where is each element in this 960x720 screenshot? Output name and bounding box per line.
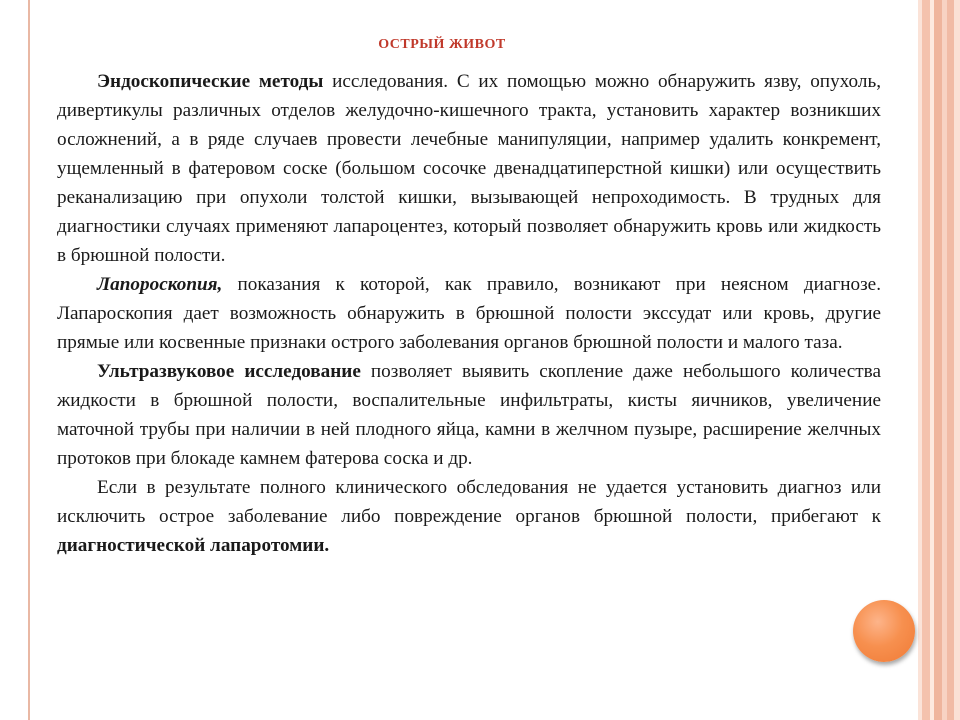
slide-title: ОСТРЫЙ ЖИВОТ bbox=[378, 37, 506, 52]
term-laparotomy: диагностической лапаротомии. bbox=[57, 535, 330, 556]
decorative-stripes bbox=[918, 0, 960, 720]
term-ultrasound: Ультразвуковое исследование bbox=[97, 361, 361, 382]
paragraph-ultrasound bbox=[57, 357, 881, 473]
orange-circle-icon bbox=[853, 600, 915, 662]
left-border-line bbox=[28, 0, 30, 720]
paragraph-text: позволяет выявить скопление даже небольшого количества жидкости в брюшной полости, воспалительные инфильтраты, кисты яичников, увеличение маточной трубы при наличии в ней плодного яйца, камни в желчном пузыре, расширение желчных протоков при блокаде камнем фатерова соска и др. bbox=[57, 361, 882, 469]
slide-body bbox=[57, 67, 881, 560]
stripe bbox=[922, 0, 930, 720]
paragraph-laparotomy bbox=[57, 473, 881, 560]
paragraph-text: Если в результате полного клинического обследования не удается установить диагноз или исключить острое заболевание либо повреждение органов брюшной полости, прибегают к bbox=[57, 477, 881, 527]
paragraph-text: исследования. С их помощью можно обнаружить язву, опухоль, дивертикулы различных отделов желудочно-кишечного тракта, установить характер возникших осложнений, а в ряде случаев провести лечебные манипуляции, например удалить конкремент, ущемленный в фатеровом соске (большом сосочке двенадцатиперстной кишки) или осуществить реканализацию при опухоли толстой кишки, вызывающей непроходимость. В трудных для диагностики случаях применяют лапароцентез, который позволяет обнаружить кровь или жидкость в брюшной полости. bbox=[57, 71, 881, 266]
stripe bbox=[954, 0, 960, 720]
stripe bbox=[947, 0, 954, 720]
term-endoscopy: Эндоскопические методы bbox=[97, 71, 324, 92]
paragraph-text: показания к которой, как правило, возникают при неясном диагнозе. Лапароскопия дает возможность обнаружить в брюшной полости экссудат или кровь, другие прямые или косвенные признаки острого заболевания органов брюшной полости и малого таза. bbox=[57, 274, 881, 353]
stripe bbox=[934, 0, 942, 720]
paragraph-endoscopy bbox=[57, 67, 881, 270]
paragraph-laparoscopy bbox=[57, 270, 881, 357]
term-laparoscopy: Лапороскопия, bbox=[97, 274, 223, 295]
